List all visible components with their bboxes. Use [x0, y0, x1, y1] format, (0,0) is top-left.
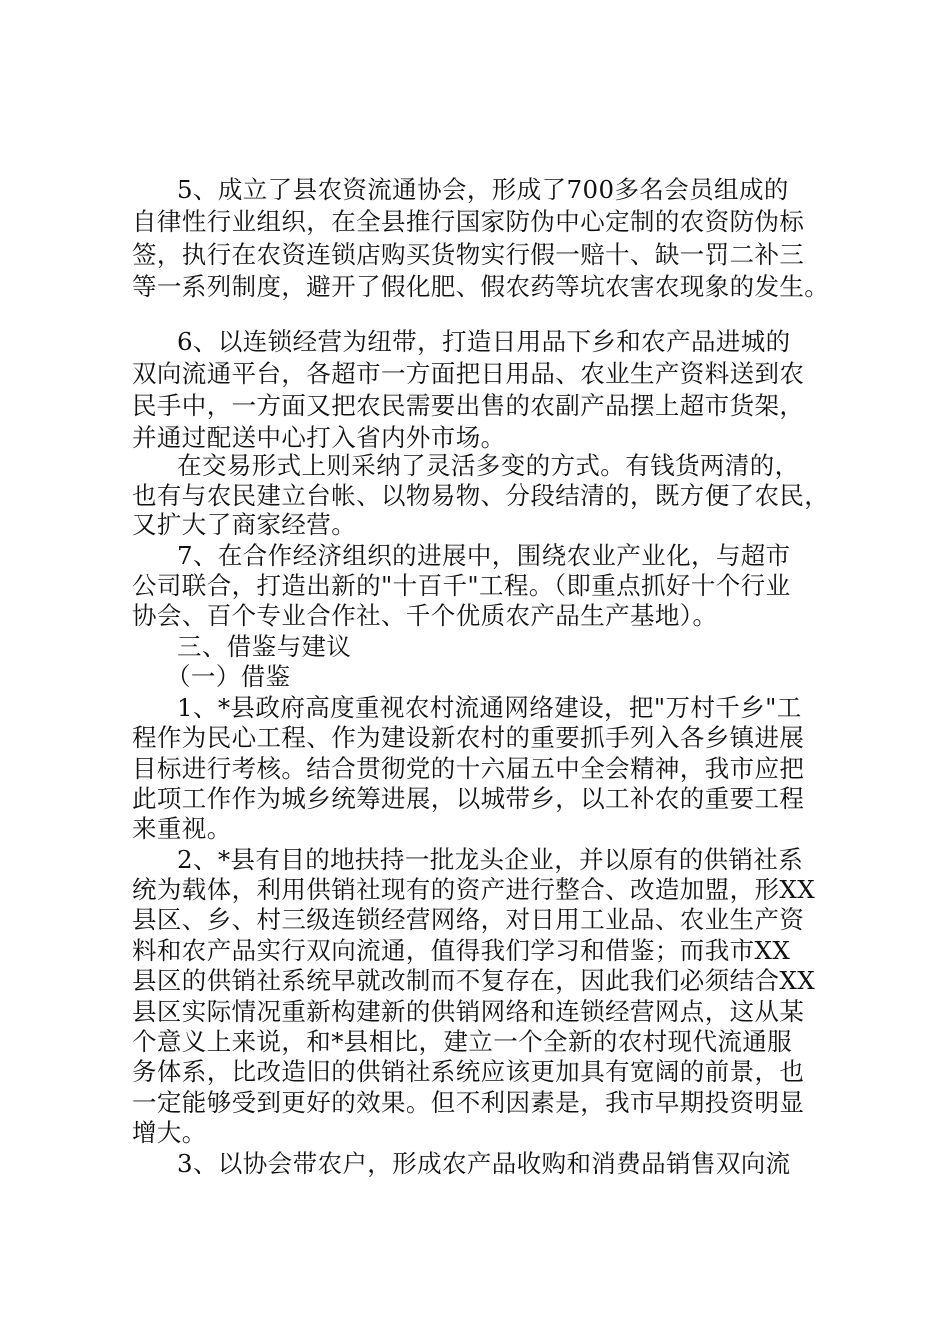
text-line: 5、成立了县农资流通协会，形成了700多名会员组成的 — [177, 175, 789, 204]
text-line: 务体系，比改造旧的供销社系统应该更加具有宽阔的前景，也 — [132, 1057, 805, 1086]
text-line: 民手中，一方面又把农民需要出售的农副产品摆上超市货架， — [132, 391, 805, 420]
text-line: 程作为民心工程、作为建设新农村的重要抓手列入各乡镇进展 — [132, 723, 805, 752]
text-line: 又扩大了商家经营。 — [132, 510, 357, 539]
text-line: 增大。 — [132, 1118, 207, 1147]
text-line: 统为载体，利用供销社现有的资产进行整合、改造加盟，形XX — [132, 875, 816, 904]
text-line: 此项工作作为城乡统筹进展，以城带乡，以工补农的重要工程 — [132, 784, 805, 813]
text-line: 县区实际情况重新构建新的供销网络和连锁经营网点，这从某 — [132, 997, 805, 1026]
text-line: 3、以协会带农户，形成农产品收购和消费品销售双向流 — [177, 1149, 791, 1178]
text-line: 1、*县政府高度重视农村流通网络建设，把"万村千乡"工 — [177, 693, 802, 722]
text-line: 一定能够受到更好的效果。但不利因素是，我市早期投资明显 — [132, 1088, 805, 1117]
text-line: 目标进行考核。结合贯彻党的十六届五中全会精神，我市应把 — [132, 754, 805, 783]
text-line: 自律性行业组织，在全县推行国家防伪中心定制的农资防伪标 — [132, 207, 805, 236]
text-line: 等一系列制度，避开了假化肥、假农药等坑农害农现象的发生。 — [132, 272, 830, 301]
text-line: 并通过配送中心打入省内外市场。 — [132, 423, 506, 452]
text-line: 来重视。 — [132, 814, 232, 843]
text-line: 县区的供销社系统早就改制而不复存在，因此我们必须结合XX — [132, 966, 816, 995]
text-line: 签，执行在农资连锁店购买货物实行假一赔十、缺一罚二补三 — [132, 240, 805, 269]
text-line: 县区、乡、村三级连锁经营网络，对日用工业品、农业生产资 — [132, 905, 805, 934]
text-line: 公司联合，打造出新的"十百千"工程。（即重点抓好十个行业 — [132, 571, 791, 600]
subsection-heading: （一）借鉴 — [166, 662, 291, 691]
text-line: 也有与农民建立台帐、以物易物、分段结清的，既方便了农民， — [132, 481, 830, 510]
text-line: 双向流通平台，各超市一方面把日用品、农业生产资料送到农 — [132, 359, 805, 388]
text-line: 协会、百个专业合作社、千个优质农产品生产基地）。 — [132, 601, 718, 630]
text-line: 在交易形式上则采纳了灵活多变的方式。有钱货两清的， — [177, 451, 800, 480]
text-line: 2、*县有目的地扶持一批龙头企业，并以原有的供销社系 — [177, 845, 804, 874]
text-line: 7、在合作经济组织的进展中，围绕农业产业化，与超市 — [177, 541, 791, 570]
text-line: 料和农产品实行双向流通，值得我们学习和借鉴；而我市XX — [132, 936, 791, 965]
text-line: 个意义上来说，和*县相比，建立一个全新的农村现代流通服 — [132, 1027, 793, 1056]
section-heading: 三、借鉴与建议 — [177, 632, 352, 661]
text-line: 6、以连锁经营为纽带，打造日用品下乡和农产品进城的 — [177, 327, 791, 356]
